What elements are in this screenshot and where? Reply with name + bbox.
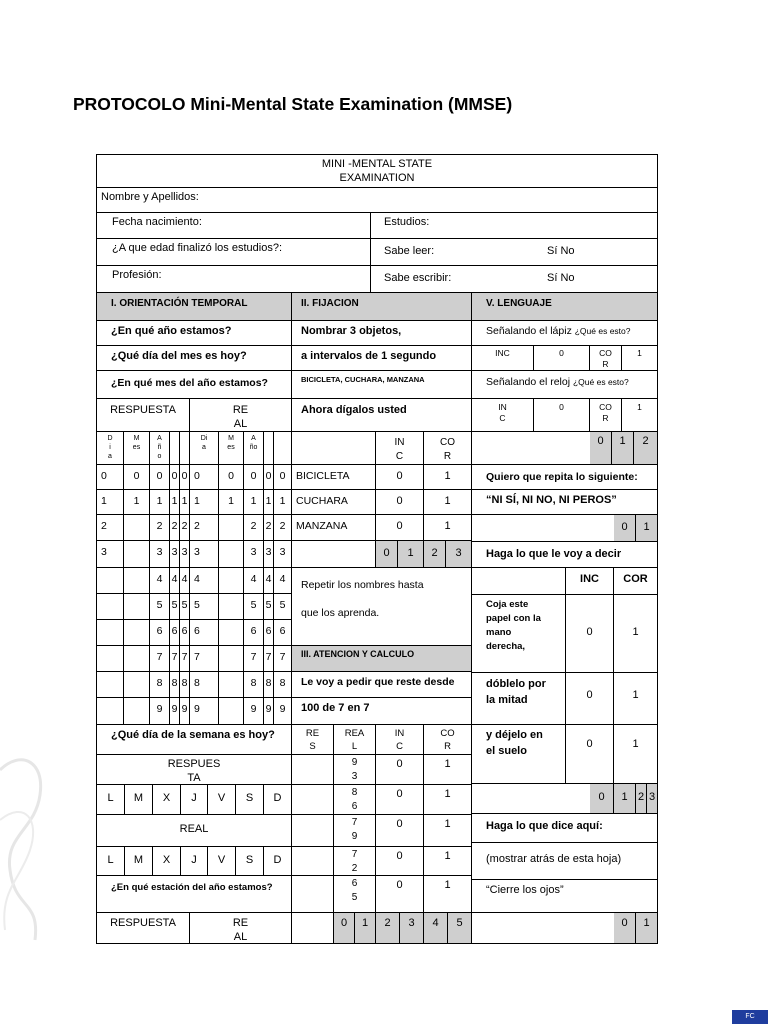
section-atencion: III. ATENCION Y CALCULO bbox=[292, 646, 472, 672]
edad-label: ¿A que edad finalizó los estudios?: bbox=[112, 242, 283, 254]
atencion-res-cell[interactable] bbox=[292, 815, 334, 847]
repetir-line1: Repetir los nombres hasta bbox=[301, 579, 424, 591]
atencion-res-cell[interactable] bbox=[292, 847, 334, 876]
atencion-res-cell[interactable] bbox=[292, 755, 334, 785]
date-digit-cell[interactable] bbox=[124, 568, 150, 594]
date-digit-cell[interactable]: 2 bbox=[190, 515, 219, 541]
repetir-block bbox=[292, 568, 472, 646]
date-digit-cell[interactable] bbox=[97, 672, 124, 698]
date-subheader: M es bbox=[124, 432, 150, 465]
day-cell[interactable]: J bbox=[181, 847, 208, 876]
respuesta-label: RESPUESTA bbox=[97, 399, 190, 432]
date-digit-cell[interactable]: 0 bbox=[180, 465, 190, 490]
date-digit-cell[interactable]: 1 bbox=[274, 490, 292, 515]
date-digit-cell[interactable]: 7 bbox=[264, 646, 274, 672]
haga-label: Haga lo que le voy a decir bbox=[472, 542, 658, 568]
date-digit-cell[interactable] bbox=[219, 698, 244, 725]
date-digit-cell[interactable] bbox=[97, 646, 124, 672]
fijacion-object: CUCHARA bbox=[292, 490, 376, 515]
date-digit-cell[interactable] bbox=[219, 541, 244, 568]
atencion-res-cell[interactable] bbox=[292, 785, 334, 815]
repita-label: Quiero que repita lo siguiente: bbox=[472, 465, 658, 490]
date-digit-cell[interactable]: 8 bbox=[274, 672, 292, 698]
date-digit-cell[interactable]: 0 bbox=[264, 465, 274, 490]
reloj-cor: CO R bbox=[590, 399, 622, 432]
fijacion-score-cell[interactable]: 1 bbox=[398, 541, 424, 568]
date-digit-cell[interactable] bbox=[219, 620, 244, 646]
haga-cor: COR bbox=[614, 568, 658, 595]
lenguaje-reloj bbox=[472, 371, 658, 399]
fijacion-object: BICICLETA bbox=[292, 465, 376, 490]
repetir-line2: que los aprenda. bbox=[301, 607, 380, 619]
date-digit-cell[interactable]: 3 bbox=[264, 541, 274, 568]
day-cell[interactable]: L bbox=[97, 847, 125, 876]
day-cell[interactable]: M bbox=[125, 847, 153, 876]
atencion-score-cell[interactable]: 0 bbox=[334, 913, 355, 944]
fijacion-line2: a intervalos de 1 segundo bbox=[292, 346, 472, 371]
day-cell[interactable]: V bbox=[208, 847, 236, 876]
haga-blank bbox=[472, 568, 566, 595]
atencion-score-cell[interactable]: 2 bbox=[376, 913, 400, 944]
atencion-real-head: REA L bbox=[334, 725, 376, 755]
atencion-inc-score[interactable]: 0 bbox=[376, 876, 424, 913]
doblelo-cor[interactable]: 1 bbox=[614, 673, 658, 725]
nombre-field[interactable] bbox=[97, 188, 658, 213]
sabe-leer-label: Sabe leer: bbox=[384, 245, 435, 257]
date-subheader: Di a bbox=[190, 432, 219, 465]
form-title-line1: MINI -MENTAL STATE bbox=[321, 158, 433, 170]
date-digit-cell[interactable] bbox=[219, 594, 244, 620]
lapiz-label: Señalando el lápiz bbox=[486, 325, 575, 337]
day-cell[interactable]: X bbox=[153, 785, 181, 815]
date-subheader: A ño bbox=[244, 432, 264, 465]
atencion-score-cell[interactable]: 3 bbox=[400, 913, 424, 944]
date-digit-cell[interactable]: 1 bbox=[190, 490, 219, 515]
fecha-field[interactable] bbox=[97, 213, 371, 239]
date-digit-cell[interactable]: 3 bbox=[170, 541, 180, 568]
date-digit-cell[interactable]: 6 bbox=[244, 620, 264, 646]
real-semana: REAL bbox=[97, 815, 292, 847]
haga-dice-label: Haga lo que dice aquí: bbox=[472, 814, 658, 843]
dejelo-label: y déjelo en el suelo bbox=[472, 725, 566, 784]
fijacion-cor-score[interactable]: 1 bbox=[424, 490, 472, 515]
date-digit-cell[interactable]: 4 bbox=[190, 568, 219, 594]
respuesta-semana-2: TA bbox=[187, 772, 201, 784]
date-digit-cell[interactable]: 2 bbox=[170, 515, 180, 541]
day-cell[interactable]: V bbox=[208, 785, 236, 815]
date-digit-cell[interactable]: 1 bbox=[150, 490, 170, 515]
date-digit-cell[interactable]: 4 bbox=[170, 568, 180, 594]
decorative-drawing bbox=[0, 740, 60, 970]
frase-score-cell[interactable]: 0 bbox=[614, 515, 636, 542]
respuesta-semana bbox=[97, 755, 292, 785]
date-subheader bbox=[274, 432, 292, 465]
date-digit-cell[interactable] bbox=[97, 698, 124, 725]
reloj-inc-score[interactable]: 0 bbox=[534, 399, 590, 432]
date-subheader bbox=[180, 432, 190, 465]
date-digit-cell[interactable] bbox=[97, 620, 124, 646]
atencion-score-blank bbox=[292, 913, 334, 944]
date-digit-cell[interactable] bbox=[97, 594, 124, 620]
date-digit-cell[interactable]: 4 bbox=[264, 568, 274, 594]
date-digit-cell[interactable]: 0 bbox=[274, 465, 292, 490]
atencion-score-cell[interactable]: 5 bbox=[448, 913, 472, 944]
date-digit-cell[interactable] bbox=[124, 698, 150, 725]
fijacion-inc-score[interactable]: 0 bbox=[376, 515, 424, 541]
fijacion-score-cell[interactable]: 3 bbox=[446, 541, 472, 568]
date-digit-cell[interactable]: 2 bbox=[264, 515, 274, 541]
date-digit-cell[interactable]: 3 bbox=[190, 541, 219, 568]
date-digit-cell[interactable]: 2 bbox=[180, 515, 190, 541]
date-digit-cell[interactable] bbox=[124, 594, 150, 620]
real-estacion bbox=[190, 913, 292, 944]
q-estacion: ¿En qué estación del año estamos? bbox=[97, 876, 292, 913]
atencion-score-cell[interactable]: 1 bbox=[355, 913, 376, 944]
date-digit-cell[interactable]: 6 bbox=[170, 620, 180, 646]
date-digit-cell[interactable]: 9 bbox=[180, 698, 190, 725]
date-digit-cell[interactable]: 5 bbox=[244, 594, 264, 620]
day-cell[interactable]: D bbox=[264, 785, 292, 815]
profesion-label: Profesión: bbox=[112, 269, 162, 281]
date-digit-cell[interactable]: 8 bbox=[264, 672, 274, 698]
fijacion-blank-head bbox=[292, 432, 376, 465]
date-digit-cell[interactable]: 0 bbox=[124, 465, 150, 490]
date-digit-cell[interactable]: 5 bbox=[264, 594, 274, 620]
date-digit-cell[interactable] bbox=[219, 515, 244, 541]
date-digit-cell[interactable]: 2 bbox=[244, 515, 264, 541]
reloj-score-cell[interactable]: 0 bbox=[590, 432, 612, 465]
date-digit-cell[interactable]: 4 bbox=[180, 568, 190, 594]
atencion-inc-score[interactable]: 0 bbox=[376, 785, 424, 815]
date-digit-cell[interactable]: 7 bbox=[244, 646, 264, 672]
cierre-score-cell[interactable]: 1 bbox=[636, 913, 658, 944]
fijacion-line1: Nombrar 3 objetos, bbox=[292, 321, 472, 346]
date-digit-cell[interactable]: 5 bbox=[170, 594, 180, 620]
date-digit-cell[interactable]: 1 bbox=[124, 490, 150, 515]
atencion-cor-score[interactable]: 1 bbox=[424, 815, 472, 847]
real-line2: AL bbox=[233, 418, 248, 430]
date-digit-cell[interactable] bbox=[124, 541, 150, 568]
date-subheader bbox=[264, 432, 274, 465]
date-digit-cell[interactable] bbox=[97, 568, 124, 594]
sabe-leer-options[interactable]: Sí No bbox=[547, 245, 575, 257]
date-digit-cell[interactable]: 6 bbox=[274, 620, 292, 646]
date-digit-cell[interactable]: 7 bbox=[190, 646, 219, 672]
lapiz-inc-score[interactable]: 0 bbox=[534, 346, 590, 371]
date-digit-cell[interactable]: 1 bbox=[170, 490, 180, 515]
haga-inc: INC bbox=[566, 568, 614, 595]
fecha-label: Fecha nacimiento: bbox=[112, 216, 202, 228]
reloj-inc: IN C bbox=[472, 399, 534, 432]
date-digit-cell[interactable]: 0 bbox=[97, 465, 124, 490]
day-cell[interactable]: S bbox=[236, 785, 264, 815]
date-digit-cell[interactable]: 6 bbox=[264, 620, 274, 646]
fijacion-score-blank bbox=[292, 541, 376, 568]
respuesta-semana-1: RESPUES bbox=[167, 758, 221, 770]
day-cell[interactable]: M bbox=[125, 785, 153, 815]
date-digit-cell[interactable]: 7 bbox=[274, 646, 292, 672]
sabe-escribir-options[interactable]: Sí No bbox=[547, 272, 575, 284]
date-digit-cell[interactable]: 0 bbox=[219, 465, 244, 490]
reloj-cor-score[interactable]: 1 bbox=[622, 399, 658, 432]
date-digit-cell[interactable]: 1 bbox=[264, 490, 274, 515]
sabe-leer-field[interactable] bbox=[371, 239, 658, 266]
date-digit-cell[interactable]: 4 bbox=[244, 568, 264, 594]
sabe-escribir-field[interactable] bbox=[371, 266, 658, 293]
atencion-line2: 100 de 7 en 7 bbox=[292, 698, 472, 725]
lapiz-inc: INC bbox=[472, 346, 534, 371]
real-estacion-2: AL bbox=[233, 931, 248, 943]
fijacion-score-cell[interactable]: 2 bbox=[424, 541, 446, 568]
date-digit-cell[interactable] bbox=[124, 672, 150, 698]
section-fijacion: II. FIJACION bbox=[292, 293, 472, 321]
form-title bbox=[97, 155, 658, 188]
doblelo-label: dóblelo por la mitad bbox=[472, 673, 566, 725]
atencion-real-cell: 7 9 bbox=[334, 815, 376, 847]
coja-inc[interactable]: 0 bbox=[566, 595, 614, 673]
q-mes: ¿En qué mes del año estamos? bbox=[97, 371, 292, 399]
date-digit-cell[interactable]: 4 bbox=[150, 568, 170, 594]
lapiz-cor-score[interactable]: 1 bbox=[622, 346, 658, 371]
cierre-score-cell[interactable]: 0 bbox=[614, 913, 636, 944]
dejelo-cor[interactable]: 1 bbox=[614, 725, 658, 784]
date-digit-cell[interactable] bbox=[124, 620, 150, 646]
page-title: PROTOCOLO Mini-Mental State Examination (MMSE) bbox=[73, 94, 513, 114]
date-digit-cell[interactable]: 5 bbox=[180, 594, 190, 620]
date-digit-cell[interactable]: 9 bbox=[264, 698, 274, 725]
fijacion-cor-score[interactable]: 1 bbox=[424, 465, 472, 490]
atencion-res-cell[interactable] bbox=[292, 876, 334, 913]
fijacion-ahora: Ahora dígalos usted bbox=[292, 399, 472, 432]
doblelo-inc[interactable]: 0 bbox=[566, 673, 614, 725]
mostrar-label: (mostrar atrás de esta hoja) bbox=[472, 843, 658, 880]
respuesta-estacion: RESPUESTA bbox=[97, 913, 190, 944]
date-digit-cell[interactable]: 3 bbox=[244, 541, 264, 568]
date-digit-cell[interactable]: 3 bbox=[150, 541, 170, 568]
form-title-line2: EXAMINATION bbox=[339, 172, 415, 184]
date-digit-cell[interactable]: 6 bbox=[150, 620, 170, 646]
date-digit-cell[interactable]: 5 bbox=[274, 594, 292, 620]
date-digit-cell[interactable]: 9 bbox=[274, 698, 292, 725]
date-digit-cell[interactable]: 7 bbox=[170, 646, 180, 672]
date-digit-cell[interactable]: 8 bbox=[170, 672, 180, 698]
date-digit-cell[interactable]: 6 bbox=[190, 620, 219, 646]
date-digit-cell[interactable]: 8 bbox=[190, 672, 219, 698]
date-digit-cell[interactable]: 1 bbox=[244, 490, 264, 515]
day-cell[interactable]: L bbox=[97, 785, 125, 815]
mmse-form bbox=[96, 154, 658, 944]
frase-label: “NI SÍ, NI NO, NI PEROS” bbox=[472, 490, 658, 515]
date-digit-cell[interactable] bbox=[219, 672, 244, 698]
fijacion-inc-head: IN C bbox=[376, 432, 424, 465]
date-digit-cell[interactable] bbox=[219, 646, 244, 672]
atencion-inc-head: IN C bbox=[376, 725, 424, 755]
date-digit-cell[interactable]: 5 bbox=[190, 594, 219, 620]
date-digit-cell[interactable]: 0 bbox=[150, 465, 170, 490]
date-digit-cell[interactable]: 8 bbox=[180, 672, 190, 698]
atencion-res-head: RE S bbox=[292, 725, 334, 755]
atencion-cor-score[interactable]: 1 bbox=[424, 785, 472, 815]
nombre-label: Nombre y Apellidos: bbox=[101, 191, 199, 203]
date-subheader bbox=[170, 432, 180, 465]
date-digit-cell[interactable]: 7 bbox=[180, 646, 190, 672]
reloj-label: Señalando el reloj bbox=[486, 376, 573, 388]
date-digit-cell[interactable] bbox=[124, 515, 150, 541]
lenguaje-lapiz bbox=[472, 321, 658, 346]
date-digit-cell[interactable]: 7 bbox=[150, 646, 170, 672]
date-digit-cell[interactable]: 0 bbox=[170, 465, 180, 490]
fijacion-object: MANZANA bbox=[292, 515, 376, 541]
date-digit-cell[interactable]: 9 bbox=[244, 698, 264, 725]
ordenes-score-cell[interactable]: 0 bbox=[590, 784, 614, 814]
ordenes-score-cell[interactable]: 1 bbox=[614, 784, 636, 814]
date-digit-cell[interactable]: 6 bbox=[180, 620, 190, 646]
date-digit-cell[interactable]: 1 bbox=[180, 490, 190, 515]
atencion-real-cell: 9 3 bbox=[334, 755, 376, 785]
date-digit-cell[interactable]: 5 bbox=[150, 594, 170, 620]
atencion-real-cell: 7 2 bbox=[334, 847, 376, 876]
fijacion-cor-score[interactable]: 1 bbox=[424, 515, 472, 541]
atencion-real-cell: 6 5 bbox=[334, 876, 376, 913]
atencion-inc-score[interactable]: 0 bbox=[376, 847, 424, 876]
day-cell[interactable]: X bbox=[153, 847, 181, 876]
reloj-score-cell[interactable]: 2 bbox=[634, 432, 658, 465]
profesion-field[interactable] bbox=[97, 266, 371, 293]
day-cell[interactable]: D bbox=[264, 847, 292, 876]
date-digit-cell[interactable] bbox=[124, 646, 150, 672]
sabe-escribir-label: Sabe escribir: bbox=[384, 272, 452, 284]
date-digit-cell[interactable]: 3 bbox=[274, 541, 292, 568]
fijacion-objects: BICICLETA, CUCHARA, MANZANA bbox=[292, 371, 472, 399]
fijacion-score-cell[interactable]: 0 bbox=[376, 541, 398, 568]
atencion-cor-score[interactable]: 1 bbox=[424, 755, 472, 785]
date-digit-cell[interactable]: 3 bbox=[180, 541, 190, 568]
footer-badge: FC bbox=[732, 1010, 768, 1024]
date-digit-cell[interactable]: 2 bbox=[150, 515, 170, 541]
date-digit-cell[interactable]: 1 bbox=[97, 490, 124, 515]
date-digit-cell[interactable]: 3 bbox=[97, 541, 124, 568]
date-digit-cell[interactable]: 1 bbox=[219, 490, 244, 515]
date-digit-cell[interactable]: 9 bbox=[150, 698, 170, 725]
atencion-inc-score[interactable]: 0 bbox=[376, 815, 424, 847]
q-ano: ¿En qué año estamos? bbox=[97, 321, 292, 346]
day-cell[interactable]: J bbox=[181, 785, 208, 815]
fijacion-cor-head: CO R bbox=[424, 432, 472, 465]
atencion-score-cell[interactable]: 4 bbox=[424, 913, 448, 944]
dejelo-inc[interactable]: 0 bbox=[566, 725, 614, 784]
atencion-line1: Le voy a pedir que reste desde bbox=[292, 672, 472, 698]
date-digit-cell[interactable] bbox=[219, 568, 244, 594]
real-line1: RE bbox=[232, 404, 249, 416]
fijacion-inc-score[interactable]: 0 bbox=[376, 465, 424, 490]
lapiz-que-es: ¿Qué es esto? bbox=[574, 326, 631, 336]
cierre-label: “Cierre los ojos” bbox=[472, 880, 658, 913]
section-orientacion: I. ORIENTACIÓN TEMPORAL bbox=[97, 293, 292, 321]
day-cell[interactable]: S bbox=[236, 847, 264, 876]
atencion-real-cell: 8 6 bbox=[334, 785, 376, 815]
section-lenguaje: V. LENGUAJE bbox=[472, 293, 658, 321]
fijacion-inc-score[interactable]: 0 bbox=[376, 490, 424, 515]
reloj-que-es: ¿Qué es esto? bbox=[572, 377, 629, 387]
date-digit-cell[interactable]: 8 bbox=[244, 672, 264, 698]
date-subheader: D i a bbox=[97, 432, 124, 465]
date-digit-cell[interactable]: 2 bbox=[274, 515, 292, 541]
date-subheader: A ñ o bbox=[150, 432, 170, 465]
lapiz-cor: CO R bbox=[590, 346, 622, 371]
q-dia-mes: ¿Qué día del mes es hoy? bbox=[97, 346, 292, 371]
real-estacion-1: RE bbox=[232, 917, 249, 929]
atencion-inc-score[interactable]: 0 bbox=[376, 755, 424, 785]
date-subheader: M es bbox=[219, 432, 244, 465]
coja-cor[interactable]: 1 bbox=[614, 595, 658, 673]
atencion-cor-score[interactable]: 1 bbox=[424, 847, 472, 876]
q-dia-semana: ¿Qué día de la semana es hoy? bbox=[97, 725, 292, 755]
estudios-label: Estudios: bbox=[384, 216, 430, 228]
frase-score-cell[interactable]: 1 bbox=[636, 515, 658, 542]
date-digit-cell[interactable]: 0 bbox=[244, 465, 264, 490]
coja-label: Coja este papel con la mano derecha, bbox=[472, 595, 566, 673]
ordenes-score-cell[interactable]: 2 bbox=[636, 784, 647, 814]
date-digit-cell[interactable]: 9 bbox=[170, 698, 180, 725]
edad-field[interactable] bbox=[97, 239, 371, 266]
real-label bbox=[190, 399, 292, 432]
date-digit-cell[interactable]: 8 bbox=[150, 672, 170, 698]
date-digit-cell[interactable]: 9 bbox=[190, 698, 219, 725]
date-digit-cell[interactable]: 0 bbox=[190, 465, 219, 490]
date-digit-cell[interactable]: 4 bbox=[274, 568, 292, 594]
ordenes-score-cell[interactable]: 3 bbox=[647, 784, 658, 814]
date-digit-cell[interactable]: 2 bbox=[97, 515, 124, 541]
estudios-field[interactable] bbox=[371, 213, 658, 239]
atencion-cor-score[interactable]: 1 bbox=[424, 876, 472, 913]
reloj-score-cell[interactable]: 1 bbox=[612, 432, 634, 465]
atencion-cor-head: CO R bbox=[424, 725, 472, 755]
